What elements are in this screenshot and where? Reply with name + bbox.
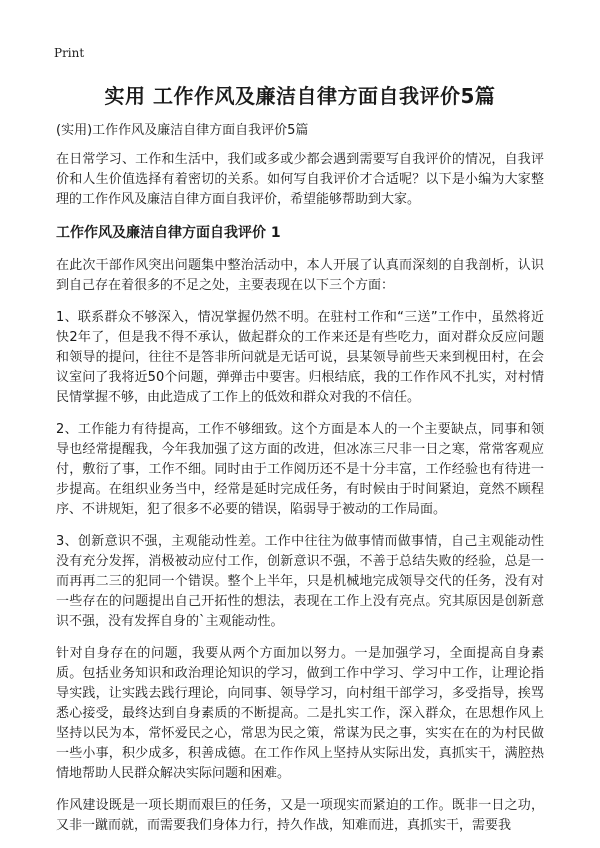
body-paragraph: 在此次干部作风突出问题集中整治活动中，本人开展了认真而深刻的自我剖析，认识到自己存在着很多的不足之处，主要表现在以下三个方面： (56, 258, 544, 293)
body-paragraph: 针对自身存在的问题，我要从两个方面加以努力。一是加强学习，全面提高自身素质。包括业务知识和政治理论知识的学习，做到工作中学习、学习中工作，让理论指导实践，让实践去践行理论，向同事、领导学习，向村组干部学习，多受指导，挨骂悉心接受，最终达到自身素质的不断提高。二是扎实工作，深入群众，在思想作风上坚持以民为本，常怀爱民之心，常思为民之策，常谋为民之事，实实在在的为村民做一些小事，积少成多，积善成德。在工作作风上坚持从实际出发，真抓实干，满腔热情地帮助人民群众解决实际问题和困难。 (56, 646, 544, 781)
document-subtitle: (实用)工作作风及廉洁自律方面自我评价5篇 (56, 123, 309, 138)
print-link[interactable]: Print (54, 46, 85, 60)
body-paragraph: 作风建设既是一项长期而艰巨的任务，又是一项现实而紧迫的工作。既非一日之功，又非一蹴而就，而需要我们身体力行，持久作战，知难而进，真抓实干，需要我 (56, 798, 544, 833)
document-body (56, 150, 544, 848)
body-paragraph: 3、创新意识不强，主观能动性差。工作中往往为做事情而做事情，自己主观能动性没有充分发挥，消极被动应付工作，创新意识不强，不善于总结失败的经验，总是一而再再二三的犯同一个错误。整个上半年，只是机械地完成领导交代的任务，没有对一些存在的问题提出自己开拓性的想法，表现在工作上没有亮点。究其原因是创新意识不强，没有发挥自身的`主观能动性。 (56, 534, 544, 629)
document-title: 实用 工作作风及廉洁自律方面自我评价5篇 (104, 84, 496, 108)
section-heading: 工作作风及廉洁自律方面自我评价 1 (56, 225, 281, 241)
intro-paragraph: 在日常学习、工作和生活中，我们或多或少都会遇到需要写自我评价的情况，自我评价和人生价值选择有着密切的关系。如何写自我评价才合适呢？以下是小编为大家整理的工作作风及廉洁自律方面自我评价，希望能够帮助到大家。 (56, 152, 544, 207)
body-paragraph: 1、联系群众不够深入，情况掌握仍然不明。在驻村工作和“三送”工作中，虽然将近快2年了，但是我不得不承认，做起群众的工作来还是有些吃力，面对群众反应问题和领导的提问，往往不是答非所问就是无话可说，县某领导前些天来到枧田村，在会议室问了我将近50个问题，弹弹击中要害。归根结底，我的工作作风不扎实，对村情民情掌握不够，由此造成了工作上的低效和群众对我的不信任。 (56, 310, 544, 405)
body-paragraph: 2、工作能力有待提高，工作不够细致。这个方面是本人的一个主要缺点，同事和领导也经常提醒我，今年我加强了这方面的改进，但冰冻三尺非一日之寒，常常客观应付，敷衍了事，工作不细。同时由于工作阅历还不是十分丰富，工作经验也有待进一步提高。在组织业务当中，经常是延时完成任务，有时候由于时间紧迫，竟然不顾程序、不讲规矩，犯了很多不必要的错误，陷弱导于被动的工作局面。 (56, 422, 544, 517)
